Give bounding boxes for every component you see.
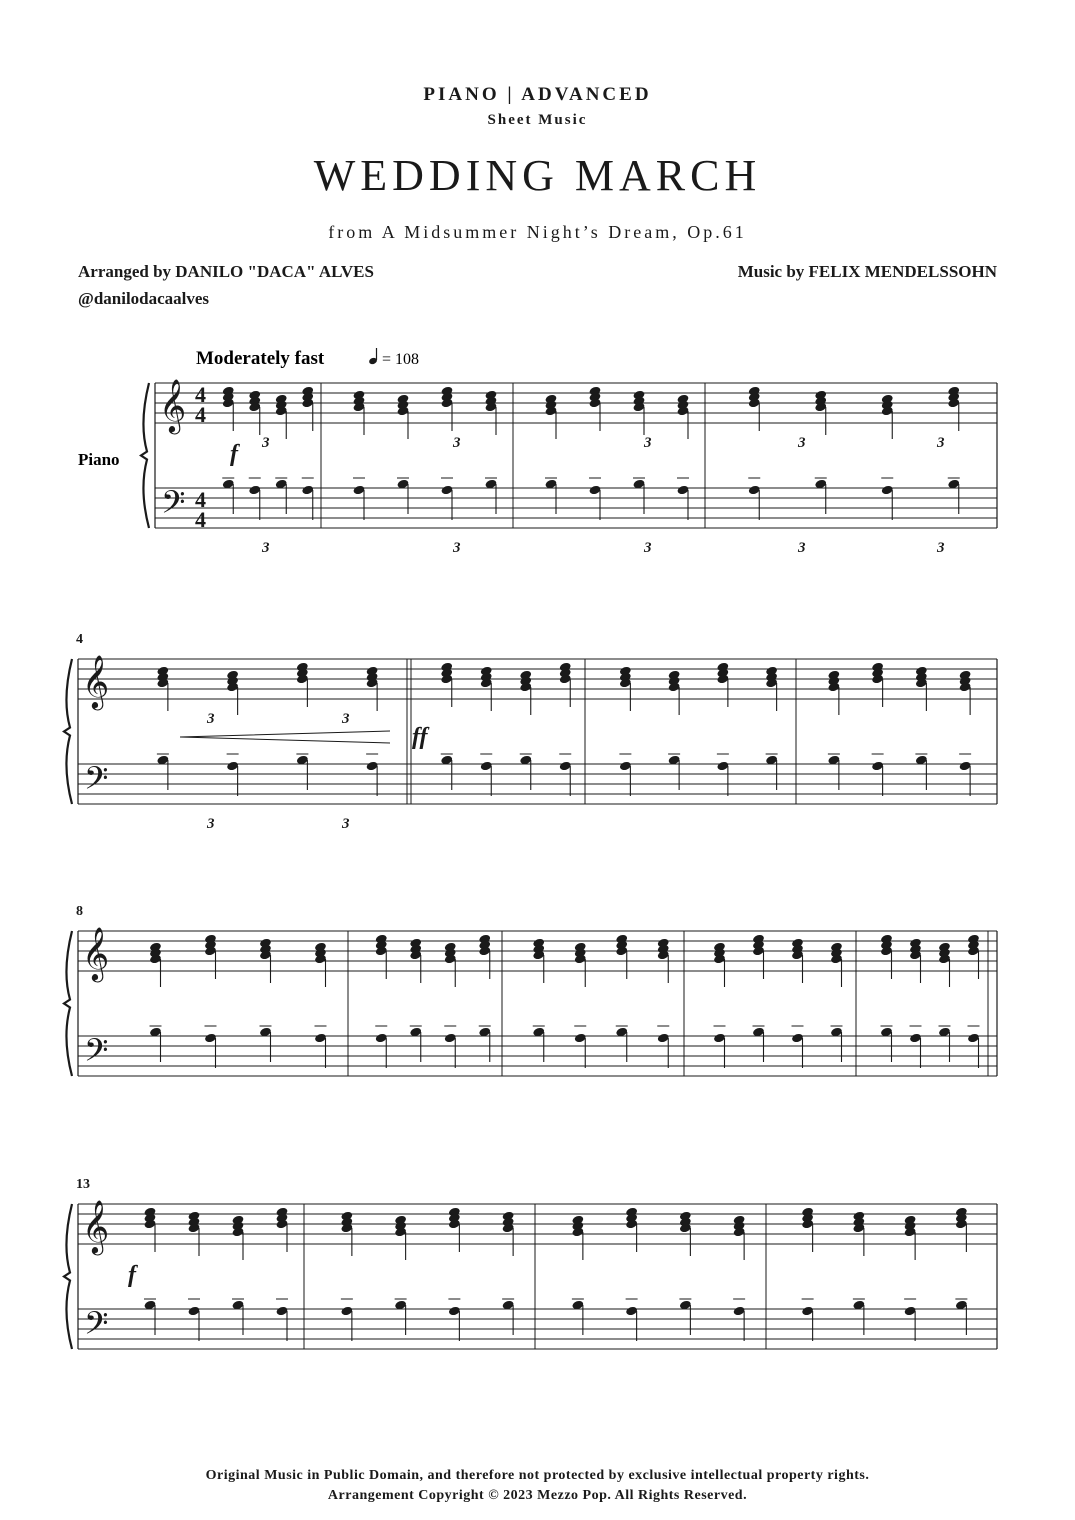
system-1 (141, 379, 997, 556)
series-label: PIANO | ADVANCED (423, 84, 652, 105)
bass-clef-icon: 𝄢 (161, 486, 186, 528)
bass-clef-icon: 𝄢 (84, 762, 109, 804)
treble-time-signature-bottom: 4 (195, 402, 206, 427)
brace-icon (64, 659, 72, 804)
measure-number: 8 (76, 904, 83, 919)
bass-clef-icon: 𝄢 (84, 1034, 109, 1076)
treble-clef-icon: 𝄞 (82, 656, 110, 707)
footer-public-domain: Original Music in Public Domain, and therefore not protected by exclusive intellectual property rights. (205, 1468, 870, 1483)
dynamic-forte: f (128, 1262, 136, 1288)
tuplet-number: 3 (937, 540, 945, 556)
system-2 (64, 632, 997, 832)
tuplet-number: 3 (262, 540, 270, 556)
brace-icon (64, 1204, 72, 1349)
brace-icon (141, 383, 149, 528)
crescendo-hairpin (180, 731, 390, 743)
bass-time-signature-bottom: 4 (195, 507, 206, 532)
tuplet-number: 3 (342, 711, 350, 727)
bass-time-signature-top: 4 (195, 487, 206, 512)
tuplet-number: 3 (262, 435, 270, 451)
measure-number: 4 (76, 632, 83, 647)
tuplet-number: 3 (644, 540, 652, 556)
treble-time-signature-top: 4 (195, 382, 206, 407)
brace-icon (64, 931, 72, 1076)
treble-clef-icon: 𝄞 (82, 928, 110, 979)
page-title: WEDDING MARCH (313, 151, 762, 200)
tempo-value: = 108 (382, 351, 420, 368)
system-4 (64, 1177, 997, 1349)
bass-clef-icon: 𝄢 (84, 1307, 109, 1349)
system-3 (64, 904, 997, 1076)
tuplet-number: 3 (453, 435, 461, 451)
tuplet-number: 3 (453, 540, 461, 556)
footer-copyright: Arrangement Copyright © 2023 Mezzo Pop. All Rights Reserved. (327, 1488, 748, 1503)
tuplet-number: 3 (798, 540, 806, 556)
treble-clef-icon: 𝄞 (82, 1201, 110, 1252)
tuplet-number: 3 (937, 435, 945, 451)
instrument-label: Piano (78, 450, 120, 469)
tuplet-number: 3 (342, 816, 350, 832)
composer-credit: Music by FELIX MENDELSSOHN (737, 262, 997, 281)
dynamic-fortissimo: ff (412, 724, 428, 750)
tuplet-number: 3 (207, 816, 215, 832)
tuplet-number: 3 (798, 435, 806, 451)
tuplet-number: 3 (207, 711, 215, 727)
score-systems (64, 379, 997, 1349)
arranger-credit: Arranged by DANILO "DACA" ALVES (78, 262, 374, 281)
page-subtitle: from A Midsummer Night’s Dream, Op.61 (328, 222, 747, 242)
dynamic-forte: f (230, 441, 238, 467)
tempo-text: Moderately fast (196, 348, 325, 369)
arranger-handle: @danilodacaalves (78, 289, 210, 308)
treble-clef-icon: 𝄞 (159, 380, 187, 431)
measure-number: 13 (76, 1177, 90, 1192)
series-sublabel: Sheet Music (487, 112, 588, 128)
tuplet-number: 3 (644, 435, 652, 451)
